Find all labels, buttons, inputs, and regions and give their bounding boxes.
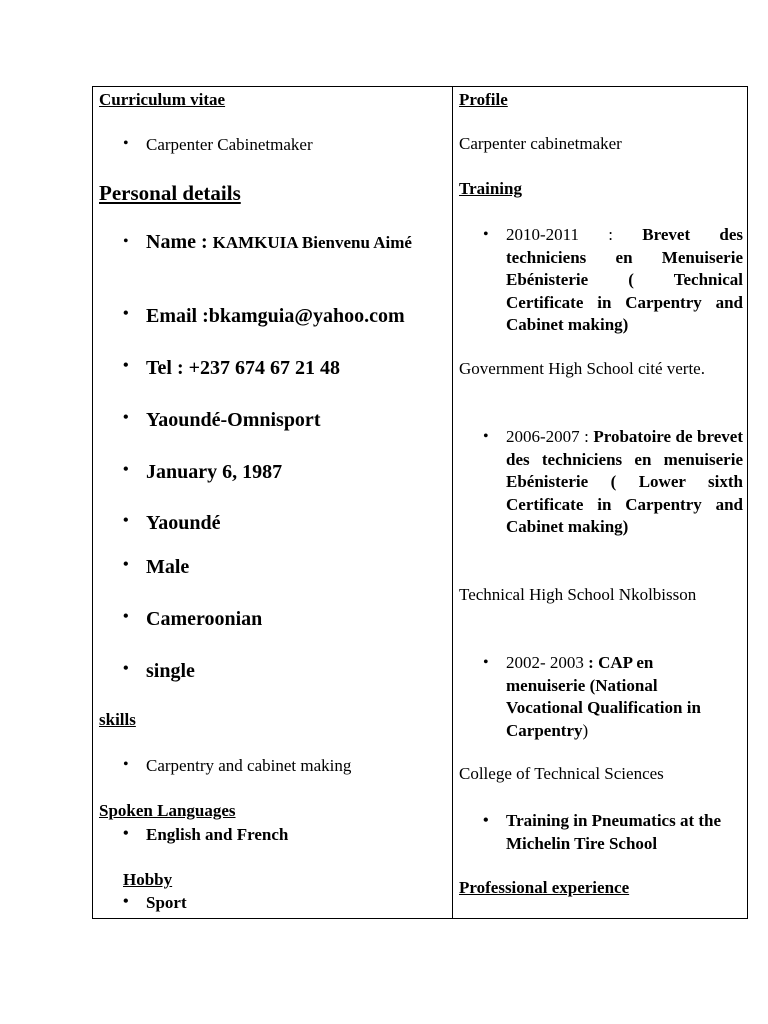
- tel-item: • Tel : +237 674 67 21 48: [146, 357, 340, 380]
- birth-date-item: • January 6, 1987: [146, 461, 282, 484]
- training-3-text: CAP en menuiserie (National Vocational Qualification in Carpentry: [506, 653, 701, 740]
- training-3-separator: :: [583, 653, 599, 672]
- training-3-close: ): [582, 720, 589, 740]
- address-item: • Yaoundé-Omnisport: [146, 409, 320, 432]
- email-item: • Email :bkamguia@yahoo.com: [146, 305, 405, 328]
- training-3-years: 2002- 2003: [506, 653, 584, 672]
- profile-title: Profile: [459, 90, 508, 109]
- right-column: [453, 87, 747, 918]
- training-2-years: 2006-2007: [506, 427, 580, 446]
- nationality-item: • Cameroonian: [146, 608, 262, 631]
- name-item: [146, 231, 416, 255]
- personal-details-title: Personal details: [99, 181, 241, 205]
- training-1-separator: :: [579, 225, 643, 244]
- gender-item: • Male: [146, 556, 189, 579]
- training-item-4: • Training in Pneumatics at the Michelin Tire School: [506, 810, 743, 855]
- hobby-item: • Sport: [146, 893, 187, 913]
- training-1-years: 2010-2011: [506, 225, 580, 244]
- training-item-2: [506, 426, 743, 539]
- cv-item: • Carpenter Cabinetmaker: [146, 135, 313, 155]
- training-2-separator: :: [579, 427, 594, 446]
- name-label: Name :: [146, 231, 213, 253]
- hobby-title: Hobby: [123, 870, 173, 889]
- birth-place-item: • Yaoundé: [146, 512, 220, 535]
- skills-item: • Carpentry and cabinet making: [146, 756, 351, 776]
- training-title: Training: [459, 179, 522, 198]
- left-column: [93, 87, 452, 918]
- experience-title: Professional experience: [459, 878, 630, 897]
- training-1-text: Brevet des techniciens en Menuiserie Ebénisterie ( Technical Certificate in Carpentry and Cabinet making): [506, 225, 743, 334]
- training-1-school: Government High School cité verte.: [459, 359, 705, 378]
- training-2-text: Probatoire de brevet des techniciens en menuiserie Ebénisterie ( Lower sixth Certificate in Carpentry and Cabinet making): [506, 427, 743, 536]
- training-2-school: Technical High School Nkolbisson: [459, 585, 697, 604]
- training-item-3: [506, 652, 731, 742]
- training-item-1: [506, 224, 743, 337]
- profile-text: Carpenter cabinetmaker: [459, 134, 622, 153]
- training-3-school: College of Technical Sciences: [459, 764, 664, 783]
- name-value: KAMKUIA Bienvenu Aimé: [212, 233, 412, 252]
- cv-title: Curriculum vitae: [99, 90, 226, 109]
- marital-status-item: • single: [146, 660, 195, 683]
- cv-table: [92, 86, 748, 919]
- languages-title: Spoken Languages: [99, 801, 236, 820]
- skills-title: skills: [99, 710, 136, 729]
- languages-item: • English and French: [146, 825, 288, 845]
